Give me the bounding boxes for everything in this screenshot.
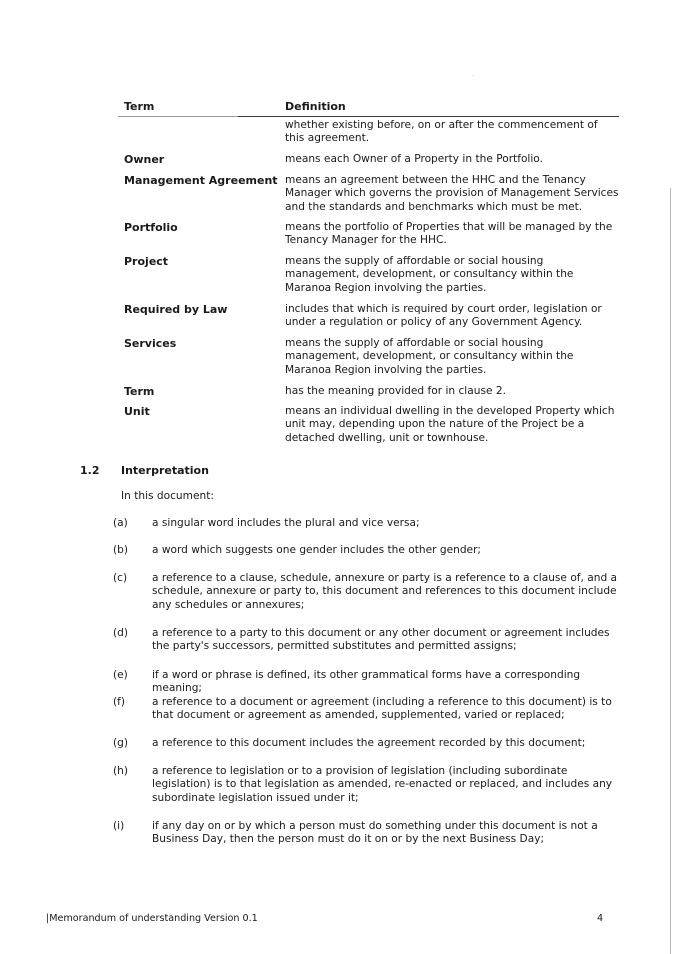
term-cell: Required by Law	[124, 303, 228, 316]
term-cell: Services	[124, 337, 177, 350]
list-item-text: a singular word includes the plural and vice versa;	[152, 517, 420, 529]
definition-cell: has the meaning provided for in clause 2.	[285, 385, 506, 397]
definition-cell: includes that which is required by court order, legislation or under a regulation or policy of any Government Agency.	[285, 303, 602, 329]
table-header-term: Term	[124, 100, 155, 113]
scan-edge-line	[670, 188, 671, 954]
list-item-text: a reference to a clause, schedule, annexure or party is a reference to a clause of, and a schedule, annexure or party to, this document and references to this document include any schedules or annexures;	[152, 572, 618, 611]
term-cell: Portfolio	[124, 221, 178, 234]
definition-continuation: whether existing before, on or after the commencement of this agreement.	[285, 119, 598, 145]
list-item-text: a reference to a party to this document or any other document or agreement includes the party's successors, permitted substitutes and permitted assigns;	[152, 627, 610, 653]
definition-cell: means the portfolio of Properties that will be managed by the Tenancy Manager for the HHC.	[285, 221, 613, 247]
table-header-definition: Definition	[285, 100, 346, 113]
list-item-text: if any day on or by which a person must do something under this document is not a Business Day, then the person must do it on or by the next Business Day;	[152, 820, 598, 846]
list-item-text: a reference to this document includes the agreement recorded by this document;	[152, 737, 586, 749]
section-intro: In this document:	[121, 490, 214, 502]
page-number: 4	[597, 913, 604, 924]
term-cell: Term	[124, 385, 155, 398]
list-item-label: (h)	[113, 765, 128, 777]
list-item-label: (a)	[113, 517, 128, 529]
list-item-text: a word which suggests one gender includes the other gender;	[152, 544, 481, 556]
table-header-divider-faint	[118, 116, 238, 117]
definition-cell: means the supply of affordable or social housing management, development, or consultancy within the Maranoa Region involving the parties.	[285, 337, 574, 376]
definition-cell: means an agreement between the HHC and the Tenancy Manager which governs the provision of Management Services and the standards and benchmarks which must be met.	[285, 174, 619, 213]
term-cell: Project	[124, 255, 169, 268]
list-item-label: (e)	[113, 669, 128, 681]
definition-cell: means an individual dwelling in the developed Property which unit may, depending upon the nature of the Project be a detached dwelling, unit or townhouse.	[285, 405, 615, 444]
list-item-label: (b)	[113, 544, 128, 556]
list-item-label: (g)	[113, 737, 128, 749]
definition-cell: means each Owner of a Property in the Portfolio.	[285, 153, 543, 165]
term-cell: Owner	[124, 153, 165, 166]
list-item-label: (c)	[113, 572, 128, 584]
list-item-label: (d)	[113, 627, 128, 639]
section-number: 1.2	[80, 464, 100, 477]
list-item-label: (i)	[113, 820, 125, 832]
page-footer-text: |Memorandum of understanding Version 0.1	[46, 913, 258, 924]
list-item-text: a reference to a document or agreement (including a reference to this document) is to that document or agreement as amended, supplemented, varied or replaced;	[152, 696, 612, 722]
list-item-label: (f)	[113, 696, 125, 708]
section-title: Interpretation	[121, 464, 209, 477]
definition-cell: means the supply of affordable or social housing management, development, or consultancy within the Maranoa Region involving the parties.	[285, 255, 574, 294]
list-item-text: a reference to legislation or to a provision of legislation (including subordinate legislation) is to that legislation as amended, re-enacted or replaced, and includes any subordinate legislation issued under it;	[152, 765, 613, 804]
term-cell: Management Agreement	[124, 174, 278, 187]
term-cell: Unit	[124, 405, 150, 418]
list-item-text: if a word or phrase is defined, its other grammatical forms have a corresponding meaning;	[152, 669, 581, 695]
scan-speck	[473, 75, 474, 76]
